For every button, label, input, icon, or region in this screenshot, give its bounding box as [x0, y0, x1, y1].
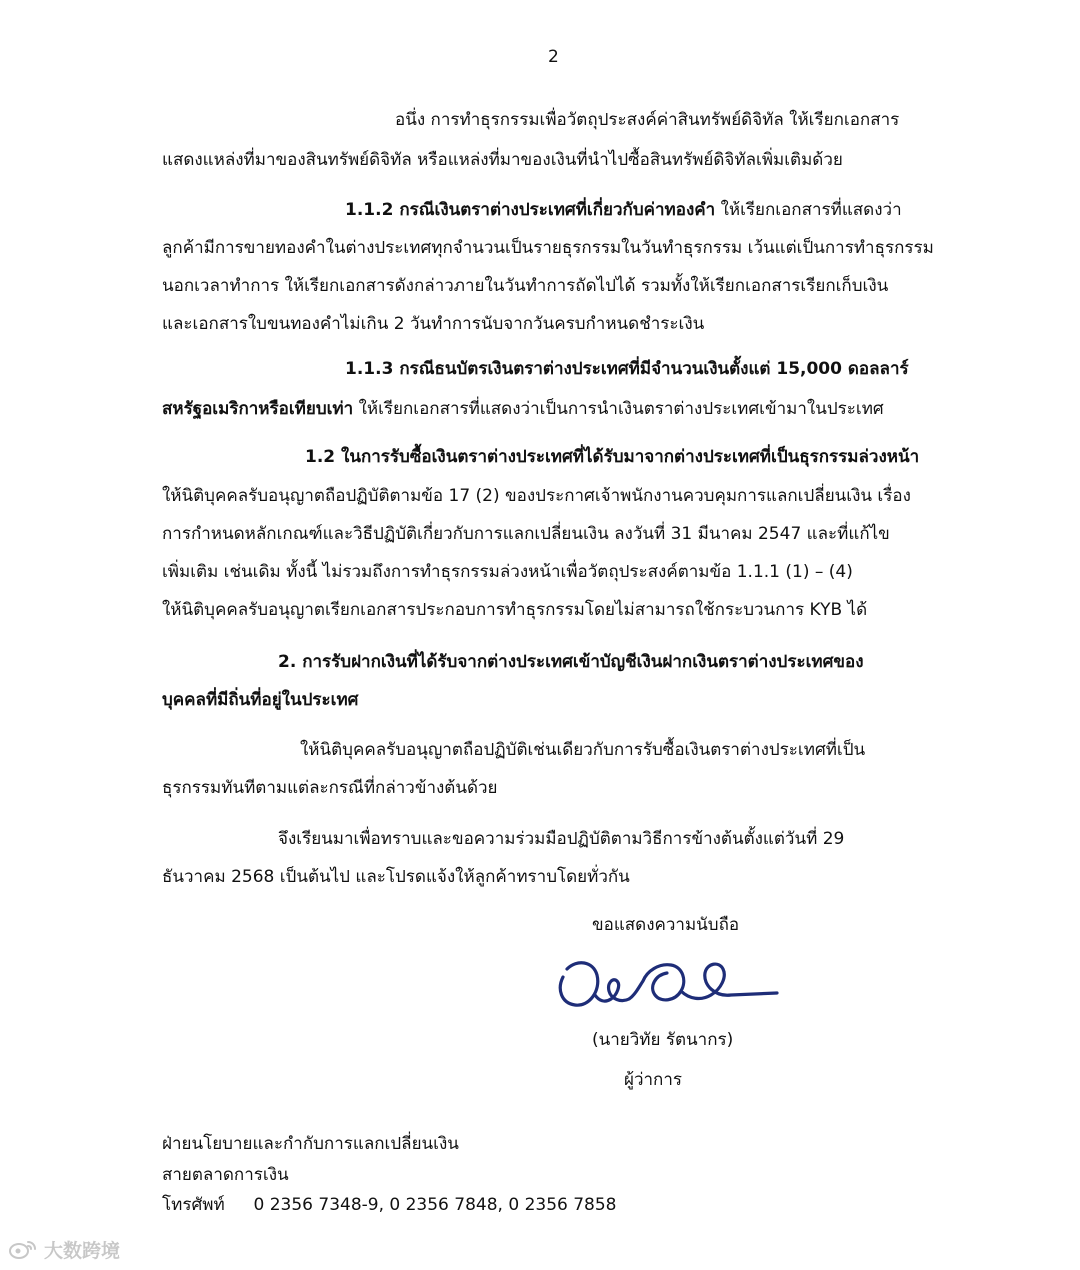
footer-division: สายตลาดการเงิน: [162, 1165, 289, 1185]
footer-department: ฝ่ายนโยบายและกำกับการแลกเปลี่ยนเงิน: [162, 1134, 459, 1154]
closing-line-1: จึงเรียนมาเพื่อทราบและขอความร่วมมือปฏิบัติตามวิธีการข้างต้นตั้งแต่วันที่ 29: [278, 829, 845, 849]
signature-image: [555, 955, 780, 1015]
watermark-text: 大数跨境: [44, 1239, 121, 1262]
forward-line-1: ให้นิติบุคคลรับอนุญาตถือปฏิบัติตามข้อ 17 (2) ของประกาศเจ้าพนักงานควบคุมการแลกเปลี่ยนเงิน เรื่อง: [162, 486, 911, 506]
page-number: 2: [548, 47, 559, 67]
gold-heading-rest: ให้เรียกเอกสารที่แสดงว่า: [720, 200, 902, 220]
banknotes-heading-2: สหรัฐอเมริกาหรือเทียบเท่า: [162, 399, 354, 419]
banknotes-heading-line-1: 1.1.3 กรณีธนบัตรเงินตราต่างประเทศที่มีจำนวนเงินตั้งแต่ 15,000 ดอลลาร์: [345, 359, 909, 379]
gold-line-4: และเอกสารใบขนทองคำไม่เกิน 2 วันทำการนับจากวันครบกำหนดชำระเงิน: [162, 314, 705, 334]
signatory-position: ผู้ว่าการ: [624, 1070, 683, 1090]
forward-line-4: ให้นิติบุคคลรับอนุญาตเรียกเอกสารประกอบการทำธุรกรรมโดยไม่สามารถใช้กระบวนการ KYB ได้: [162, 600, 868, 620]
watermark: [8, 1238, 120, 1260]
weibo-logo-icon: [8, 1238, 38, 1260]
gold-line-2: ลูกค้ามีการขายทองคำในต่างประเทศทุกจำนวนเป็นรายธุรกรรมในวันทำธุรกรรม เว้นแต่เป็นการทำธุรกรรม: [162, 238, 934, 258]
forward-line-3: เพิ่มเติม เช่นเดิม ทั้งนี้ ไม่รวมถึงการทำธุรกรรมล่วงหน้าเพื่อวัตถุประสงค์ตามข้อ 1.1.1 (1) – (4): [162, 562, 853, 582]
gold-heading-line: [345, 198, 902, 222]
gold-heading: 1.1.2 กรณีเงินตราต่างประเทศที่เกี่ยวกับค่าทองคำ: [345, 200, 716, 220]
banknotes-heading-line-2: [162, 397, 884, 421]
digital-assets-line-2: แสดงแหล่งที่มาของสินทรัพย์ดิจิทัล หรือแหล่งที่มาของเงินที่นำไปซื้อสินทรัพย์ดิจิทัลเพิ่มเติมด้วย: [162, 150, 843, 170]
phone-numbers: 0 2356 7348-9, 0 2356 7848, 0 2356 7858: [253, 1195, 617, 1215]
gold-line-3: นอกเวลาทำการ ให้เรียกเอกสารดังกล่าวภายในวันทำการถัดไปได้ รวมทั้งให้เรียกเอกสารเรียกเก็บเงิน: [162, 276, 889, 296]
section2-heading-line-2: บุคคลที่มีถิ่นที่อยู่ในประเทศ: [162, 690, 359, 710]
section2-line-1: ให้นิติบุคคลรับอนุญาตถือปฏิบัติเช่นเดียวกับการรับซื้อเงินตราต่างประเทศที่เป็น: [300, 740, 866, 760]
banknotes-rest: ให้เรียกเอกสารที่แสดงว่าเป็นการนำเงินตราต่างประเทศเข้ามาในประเทศ: [358, 399, 884, 419]
closing-line-2: ธันวาคม 2568 เป็นต้นไป และโปรดแจ้งให้ลูกค้าทราบโดยทั่วกัน: [162, 867, 630, 887]
forward-heading: 1.2 ในการรับซื้อเงินตราต่างประเทศที่ได้รับมาจากต่างประเทศที่เป็นธุรกรรมล่วงหน้า: [305, 447, 920, 467]
section2-heading-line-1: 2. การรับฝากเงินที่ได้รับจากต่างประเทศเข้าบัญชีเงินฝากเงินตราต่างประเทศของ: [278, 652, 864, 672]
digital-assets-line-1: อนึ่ง การทำธุรกรรมเพื่อวัตถุประสงค์ค่าสินทรัพย์ดิจิทัล ให้เรียกเอกสาร: [395, 110, 900, 130]
footer-phone: [162, 1193, 617, 1217]
forward-line-2: การกำหนดหลักเกณฑ์และวิธีปฏิบัติเกี่ยวกับการแลกเปลี่ยนเงิน ลงวันที่ 31 มีนาคม 2547 และที่แก้ไข: [162, 524, 890, 544]
signatory-name: (นายวิทัย รัตนากร): [592, 1030, 734, 1050]
phone-label: โทรศัพท์: [162, 1195, 225, 1215]
salutation: ขอแสดงความนับถือ: [592, 915, 740, 935]
section2-line-2: ธุรกรรมทันทีตามแต่ละกรณีที่กล่าวข้างต้นด้วย: [162, 778, 498, 798]
